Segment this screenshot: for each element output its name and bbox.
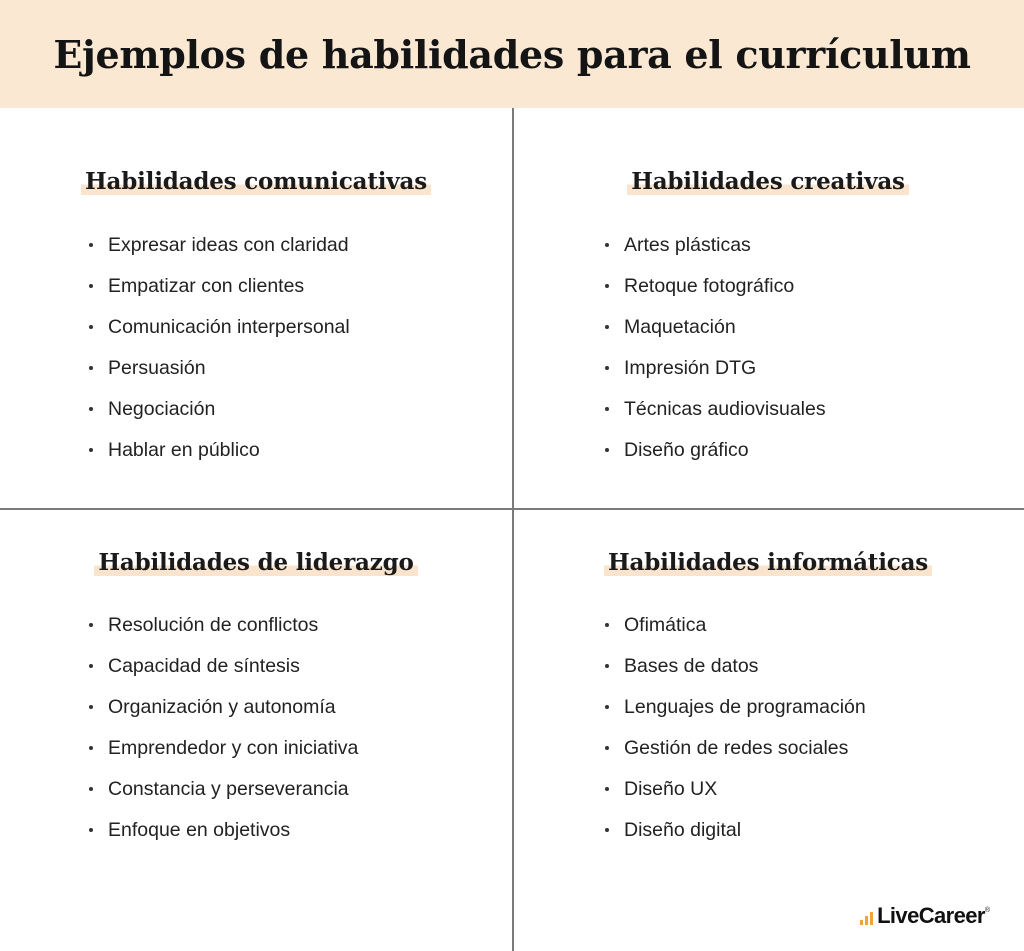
section-title: Habilidades informáticas: [604, 549, 932, 576]
list-item: Artes plásticas: [604, 232, 826, 273]
list-item: Impresión DTG: [604, 355, 826, 396]
horizontal-divider: [0, 508, 1024, 510]
logo-text: LiveCareer: [877, 903, 985, 928]
list-item: Retoque fotográfico: [604, 273, 826, 314]
list-item: Resolución de conflictos: [88, 612, 358, 653]
page-title: Ejemplos de habilidades para el currículum: [53, 31, 971, 77]
skill-list: [604, 612, 866, 858]
livecareer-logo: [860, 903, 990, 929]
logo-bars-icon: [860, 907, 873, 925]
list-item: Negociación: [88, 396, 350, 437]
list-item: Maquetación: [604, 314, 826, 355]
list-item: Constancia y perseverancia: [88, 776, 358, 817]
list-item: Técnicas audiovisuales: [604, 396, 826, 437]
list-item: Diseño digital: [604, 817, 866, 858]
list-item: Bases de datos: [604, 653, 866, 694]
list-item: Ofimática: [604, 612, 866, 653]
list-item: Capacidad de síntesis: [88, 653, 358, 694]
list-item: Expresar ideas con claridad: [88, 232, 350, 273]
section-title: Habilidades creativas: [627, 168, 909, 195]
list-item: Persuasión: [88, 355, 350, 396]
list-item: Comunicación interpersonal: [88, 314, 350, 355]
skill-list: [604, 232, 826, 478]
list-item: Gestión de redes sociales: [604, 735, 866, 776]
registered-mark: ®: [984, 907, 990, 914]
list-item: Hablar en público: [88, 437, 350, 478]
section-title: Habilidades de liderazgo: [94, 549, 417, 576]
header-banner: [0, 0, 1024, 108]
list-item: Diseño UX: [604, 776, 866, 817]
skill-list: [88, 612, 358, 858]
list-item: Lenguajes de programación: [604, 694, 866, 735]
list-item: Organización y autonomía: [88, 694, 358, 735]
list-item: Diseño gráfico: [604, 437, 826, 478]
vertical-divider: [512, 108, 514, 951]
skill-list: [88, 232, 350, 478]
list-item: Emprendedor y con iniciativa: [88, 735, 358, 776]
list-item: Empatizar con clientes: [88, 273, 350, 314]
list-item: Enfoque en objetivos: [88, 817, 358, 858]
section-title: Habilidades comunicativas: [81, 168, 431, 195]
